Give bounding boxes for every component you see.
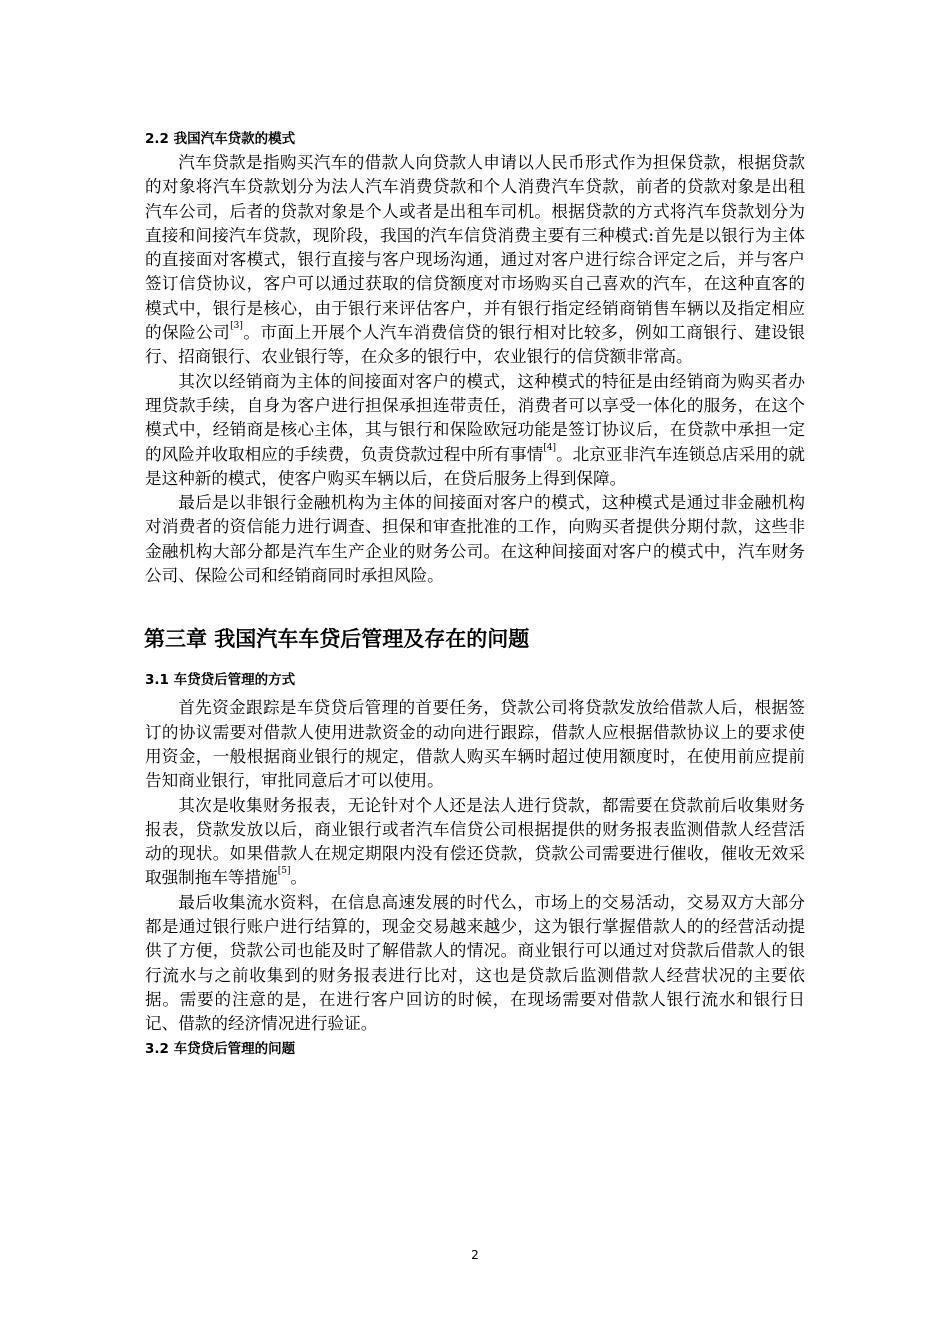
- paragraph: 最后收集流水资料，在信息高速发展的时代么，市场上的交易活动，交易双方大部分都是通过银行账户进行结算的，现金交易越来越少，这为银行掌握借款人的的经营活动提供了方便，贷款公司也能及时了解借款人的情况。商业银行可以通过对贷款后借款人的银行流水与之前收集到的财务报表进行比对，这也是贷款后监测借款人经营状况的主要依据。需要的注意的是，在进行客户回访的时候，在现场需要对借款人银行流水和银行日记、借款的经济情况进行验证。: [145, 892, 805, 1034]
- section-heading-3-1: 3.1 车贷贷后管理的方式: [145, 672, 296, 689]
- paragraph-text: 其次以经销商为主体的间接面对客户的模式，这种模式的特征是由经销商为购买者办理贷款手续，自身为客户进行担保承担连带责任，消费者可以享受一体化的服务，在这个模式中，经销商是核心主体，其与银行和保险欧冠功能是签订协议后，在贷款中承担一定的风险并收取相应的手续费，负责贷款过程中所有事情: [145, 371, 805, 464]
- paragraph: 最后是以非银行金融机构为主体的间接面对客户的模式，这种模式是通过非金融机构对消费者的资信能力进行调查、担保和审查批准的工作，向购买者提供分期付款，这些非金融机构大部分都是汽车生产企业的财务公司。在这种间接面对客户的模式中，汽车财务公司、保险公司和经销商同时承担风险。: [145, 493, 805, 586]
- chapter-heading-3: 第三章 我国汽车车贷后管理及存在的问题: [144, 627, 530, 652]
- section-heading-2-2: 2.2 我国汽车贷款的模式: [145, 131, 296, 147]
- paragraph-text: 汽车贷款是指购买汽车的借款人向贷款人申请以人民币形式作为担保贷款，根据贷款的对象将汽车贷款划分为法人汽车消费贷款和个人消费汽车贷款，前者的贷款对象是出租汽车公司，后者的贷款对象是个人或者是出租车司机。根据贷款的方式将汽车贷款划分为直接和间接汽车贷款，现阶段，我国的汽车信贷消费主要有三种模式:首先是以银行为主体的直接面对客模式，银行直接与客户现场沟通，通过对客户进行综合评定之后，并与客户签订信贷协议，客户可以通过获取的信贷额度对市场购买自己喜欢的汽车，在这种直客的模式中，银行是核心，由于银行来评估客户，并有银行指定经销商销售车辆以及指定相应的保险公司: [145, 153, 805, 343]
- paragraph: 首先资金跟踪是车贷贷后管理的首要任务，贷款公司将贷款发放给借款人后，根据签订的协议需要对借款人使用进款资金的动向进行跟踪，借款人应根据借款协议上的要求使用资金，一般根据商业银行的规定，借款人购买车辆时超过使用额度时，在使用前应提前告知商业银行，审批同意后才可以使用。: [145, 698, 805, 791]
- paragraph: [145, 151, 805, 370]
- page-body: [145, 127, 805, 1061]
- paragraph: [145, 370, 805, 491]
- paragraph-text: 。: [290, 868, 308, 888]
- paragraph: [145, 794, 805, 891]
- citation-ref: [5]: [277, 866, 291, 877]
- section-heading-3-2: 3.2 车贷贷后管理的问题: [145, 1040, 296, 1057]
- paragraph-text: 其次是收集财务报表，无论针对个人还是法人进行贷款，都需要在贷款前后收集财务报表，贷款发放以后，商业银行或者汽车信贷公司根据提供的财务报表监测借款人经营活动的现状。如果借款人在规定期限内没有偿还贷款，贷款公司需要进行催收，催收无效采取强制拖车等措施: [145, 795, 805, 888]
- citation-ref: [3]: [230, 321, 243, 332]
- paragraph-text: 。市面上开展个人汽车消费信贷的银行相对比较多，例如工商银行、建设银行、招商银行、农业银行等，在众多的银行中，农业银行的信贷额非常高。: [145, 323, 806, 367]
- page-number: 2: [471, 1248, 479, 1262]
- citation-ref: [4]: [543, 442, 557, 453]
- paragraph-text: 。北京亚非汽车连锁总店采用的就是这种新的模式，使客户购买车辆以后，在贷后服务上得到保障。: [145, 444, 806, 488]
